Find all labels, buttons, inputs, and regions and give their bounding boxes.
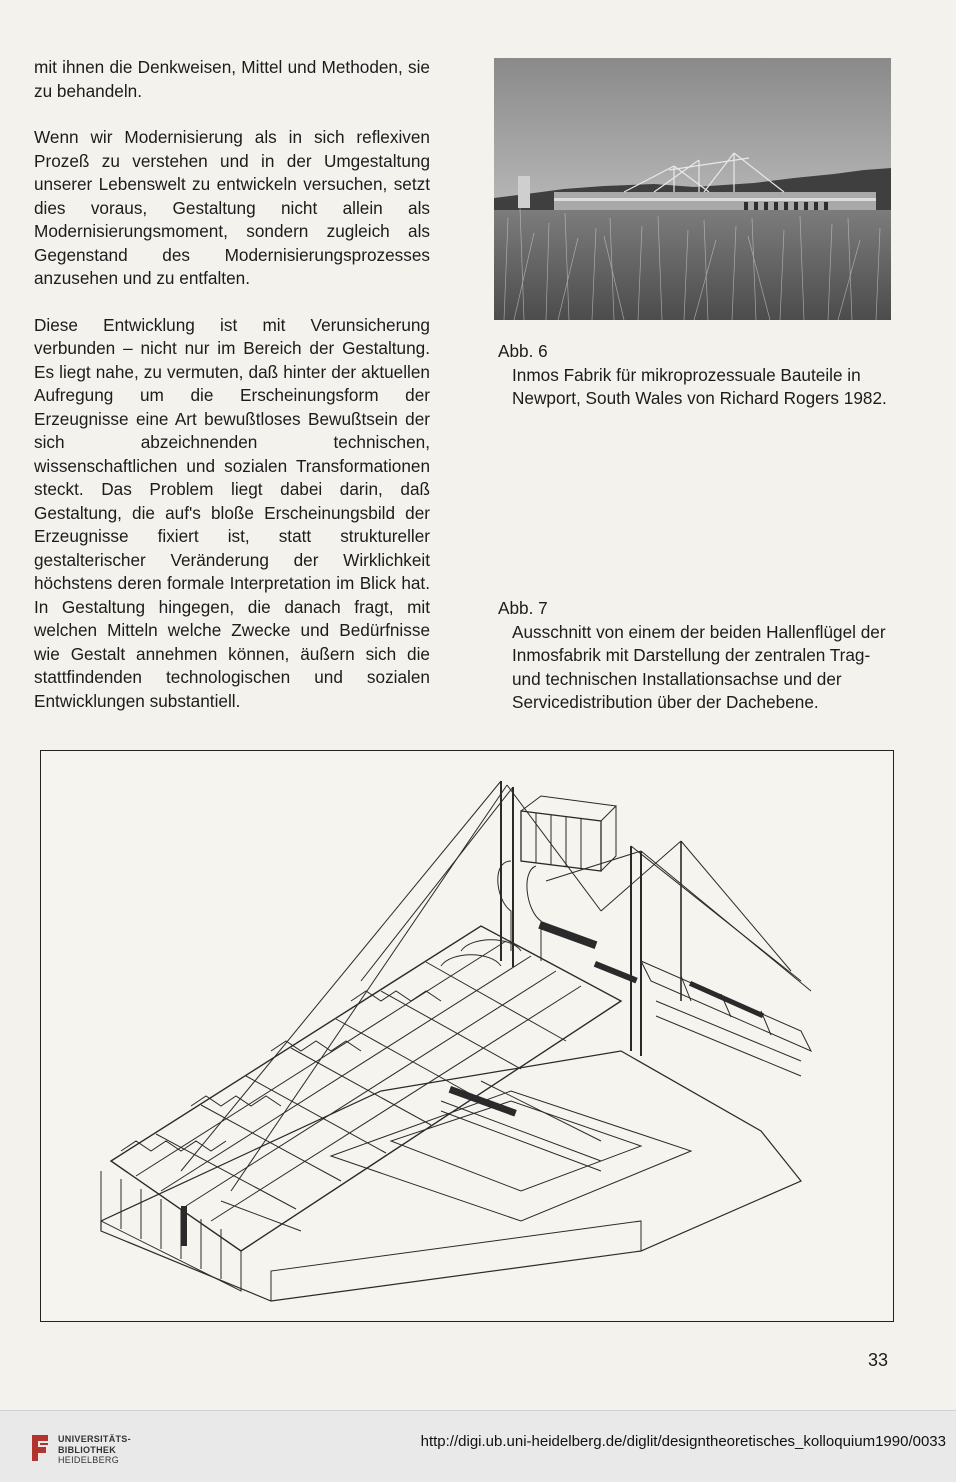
page-number: 33 bbox=[868, 1350, 889, 1370]
figure-7-caption bbox=[498, 597, 893, 715]
digitization-footer bbox=[0, 1410, 956, 1482]
figure-6-text: Inmos Fabrik für mikroprozessuale Bauteile in Newport, South Wales von Richard Rogers 1982. bbox=[512, 364, 887, 408]
factory-photo-drawing bbox=[494, 58, 891, 320]
paragraph-1: mit ihnen die Denkweisen, Mittel und Methoden, sie zu behandeln. bbox=[34, 57, 430, 101]
paragraph-2: Wenn wir Modernisierung als in sich reflexiven Prozeß zu verstehen und in der Umgestaltung unserer Lebenswelt zu entwickeln versuchen, setzt dies voraus, Gestaltung nicht allein als Modernisierungsmoment, sondern zugleich als Gegenstand des Modernisierungsprozesses anzusehen und zu entfalten. bbox=[34, 127, 430, 288]
isometric-drawing-frame bbox=[40, 750, 894, 1322]
library-name bbox=[58, 1434, 131, 1466]
library-name-line-3: HEIDELBERG bbox=[58, 1455, 120, 1465]
library-name-line-1: UNIVERSITÄTS- bbox=[58, 1434, 131, 1444]
university-library-logo-icon bbox=[30, 1433, 50, 1463]
figure-7-text: Ausschnitt von einem der beiden Hallenflügel der Inmosfabrik mit Darstellung der zentralen Trag- und technischen Installationsachse und der Servicedistribution über der Dachebene. bbox=[512, 621, 886, 712]
body-text-column bbox=[34, 56, 430, 736]
factory-photo bbox=[494, 58, 891, 320]
figure-6-number: Abb. 6 bbox=[498, 341, 548, 361]
library-name-line-2: BIBLIOTHEK bbox=[58, 1444, 116, 1455]
source-url-link[interactable]: http://digi.ub.uni-heidelberg.de/diglit/designtheoretisches_kolloquium1990/0033 bbox=[420, 1433, 946, 1450]
figure-7-number: Abb. 7 bbox=[498, 598, 548, 618]
paragraph-3: Diese Entwicklung ist mit Verunsicherung verbunden – nicht nur im Bereich der Gestaltung. Es liegt nahe, zu vermuten, daß hinter der aktuellen Aufregung um die Erscheinungsform der Erzeugnisse eine Art bewußtloses Bewußtsein der sich abzeichnenden technischen, wissenschaftlichen und sozialen Transformationen steckt. Das Problem liegt dabei darin, daß Gestaltung, die auf's bloße Erscheinungsbild der Erzeugnisse fixiert ist, statt struktureller gestalterischer Veränderung der Wirklichkeit höchstens deren formale Interpretation im Blick hat. In Gestaltung hingegen, die danach fragt, mit welchen Mitteln welche Zwecke und Bedürfnisse wie Gestalt annehmen können, äußern sich die stattfindenden technologischen und sozialen Entwicklungen substantiell. bbox=[34, 314, 430, 711]
figure-6-caption bbox=[498, 340, 893, 411]
factory-isometric-drawing bbox=[41, 751, 893, 1321]
